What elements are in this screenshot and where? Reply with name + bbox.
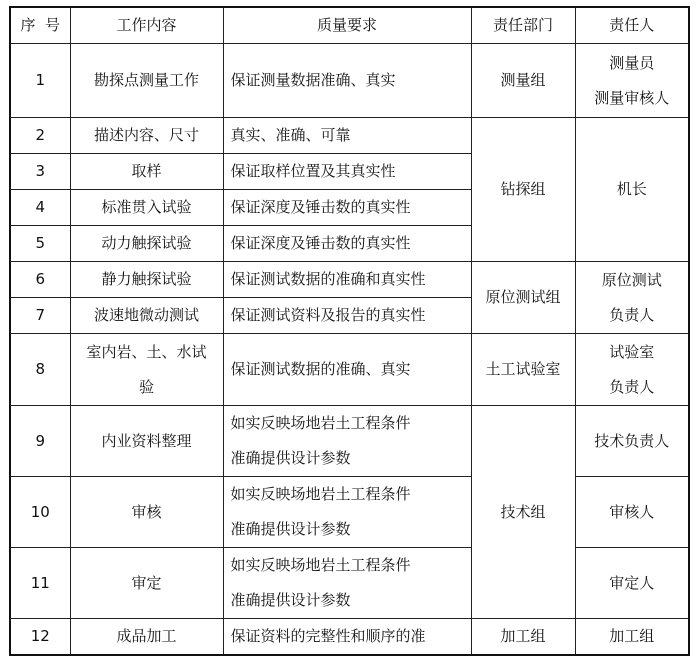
table-row (10, 334, 689, 406)
person-line: 原位测试 (601, 270, 662, 289)
requirement-cell: 保证深度及锤击数的真实性 (223, 226, 471, 262)
requirement-cell: 保证测量数据准确、真实 (223, 44, 471, 118)
row-number: 12 (10, 619, 70, 656)
requirement-cell: 保证资料的完整性和顺序的准 (223, 619, 471, 656)
task-cell: 审核 (70, 477, 223, 548)
task-cell: 审定 (70, 548, 223, 619)
requirement-cell (223, 548, 471, 619)
requirement-cell: 保证测试数据的准确、真实 (223, 334, 471, 406)
department-cell: 原位测试组 (471, 262, 575, 334)
task-cell (70, 334, 223, 406)
requirement-line: 准确提供设计参数 (230, 520, 351, 538)
department-cell: 技术组 (471, 406, 575, 619)
table-row (10, 548, 689, 619)
row-number: 9 (10, 406, 70, 477)
department-cell: 加工组 (471, 619, 575, 656)
row-number: 11 (10, 548, 70, 619)
row-number: 8 (10, 334, 70, 406)
task-cell: 波速地微动测试 (70, 298, 223, 334)
table-row (10, 118, 689, 154)
requirement-line: 准确提供设计参数 (230, 449, 351, 467)
department-cell: 钻探组 (471, 118, 575, 262)
row-number: 1 (10, 44, 70, 118)
task-cell: 标准贯入试验 (70, 190, 223, 226)
requirement-cell: 保证测试数据的准确和真实性 (223, 262, 471, 298)
row-number: 10 (10, 477, 70, 548)
requirement-line: 如实反映场地岩土工程条件 (230, 485, 411, 503)
requirement-cell (223, 477, 471, 548)
quality-responsibility-table (9, 6, 690, 656)
task-cell: 描述内容、尺寸 (70, 118, 223, 154)
task-cell: 勘探点测量工作 (70, 44, 223, 118)
requirement-line: 如实反映场地岩土工程条件 (230, 414, 411, 432)
requirement-line: 如实反映场地岩土工程条件 (230, 556, 411, 574)
task-cell: 动力触探试验 (70, 226, 223, 262)
requirement-cell: 保证测试资料及报告的真实性 (223, 298, 471, 334)
table-row (10, 44, 689, 118)
person-cell: 审核人 (575, 477, 689, 548)
task-cell: 静力触探试验 (70, 262, 223, 298)
person-cell (575, 262, 689, 334)
table-row (10, 477, 689, 548)
requirement-cell (223, 406, 471, 477)
requirement-line: 准确提供设计参数 (230, 591, 351, 609)
person-cell (575, 334, 689, 406)
row-number: 7 (10, 298, 70, 334)
task-cell: 成品加工 (70, 619, 223, 656)
task-cell: 取样 (70, 154, 223, 190)
requirement-cell: 保证取样位置及其真实性 (223, 154, 471, 190)
row-number: 6 (10, 262, 70, 298)
header-seq: 序 号 (10, 7, 70, 44)
task-cell: 内业资料整理 (70, 406, 223, 477)
person-cell: 审定人 (575, 548, 689, 619)
table-row (10, 619, 689, 656)
person-line: 测量审核人 (594, 88, 670, 107)
person-line: 负责人 (609, 377, 655, 396)
department-cell: 土工试验室 (471, 334, 575, 406)
requirement-cell: 真实、准确、可靠 (223, 118, 471, 154)
person-cell (575, 44, 689, 118)
header-task: 工作内容 (70, 7, 223, 44)
header-department: 责任部门 (471, 7, 575, 44)
row-number: 5 (10, 226, 70, 262)
row-number: 2 (10, 118, 70, 154)
person-cell: 加工组 (575, 619, 689, 656)
row-number: 3 (10, 154, 70, 190)
task-line: 验 (138, 377, 154, 396)
department-cell: 测量组 (471, 44, 575, 118)
task-line: 室内岩、土、水试 (86, 342, 207, 361)
person-cell: 机长 (575, 118, 689, 262)
requirement-cell: 保证深度及锤击数的真实性 (223, 190, 471, 226)
row-number: 4 (10, 190, 70, 226)
header-person: 责任人 (575, 7, 689, 44)
header-row (10, 7, 689, 44)
person-line: 负责人 (609, 305, 655, 324)
table-row (10, 262, 689, 298)
person-cell: 技术负责人 (575, 406, 689, 477)
header-requirement: 质量要求 (223, 7, 471, 44)
table-row (10, 406, 689, 477)
person-line: 试验室 (609, 342, 655, 361)
person-line: 测量员 (609, 53, 655, 72)
